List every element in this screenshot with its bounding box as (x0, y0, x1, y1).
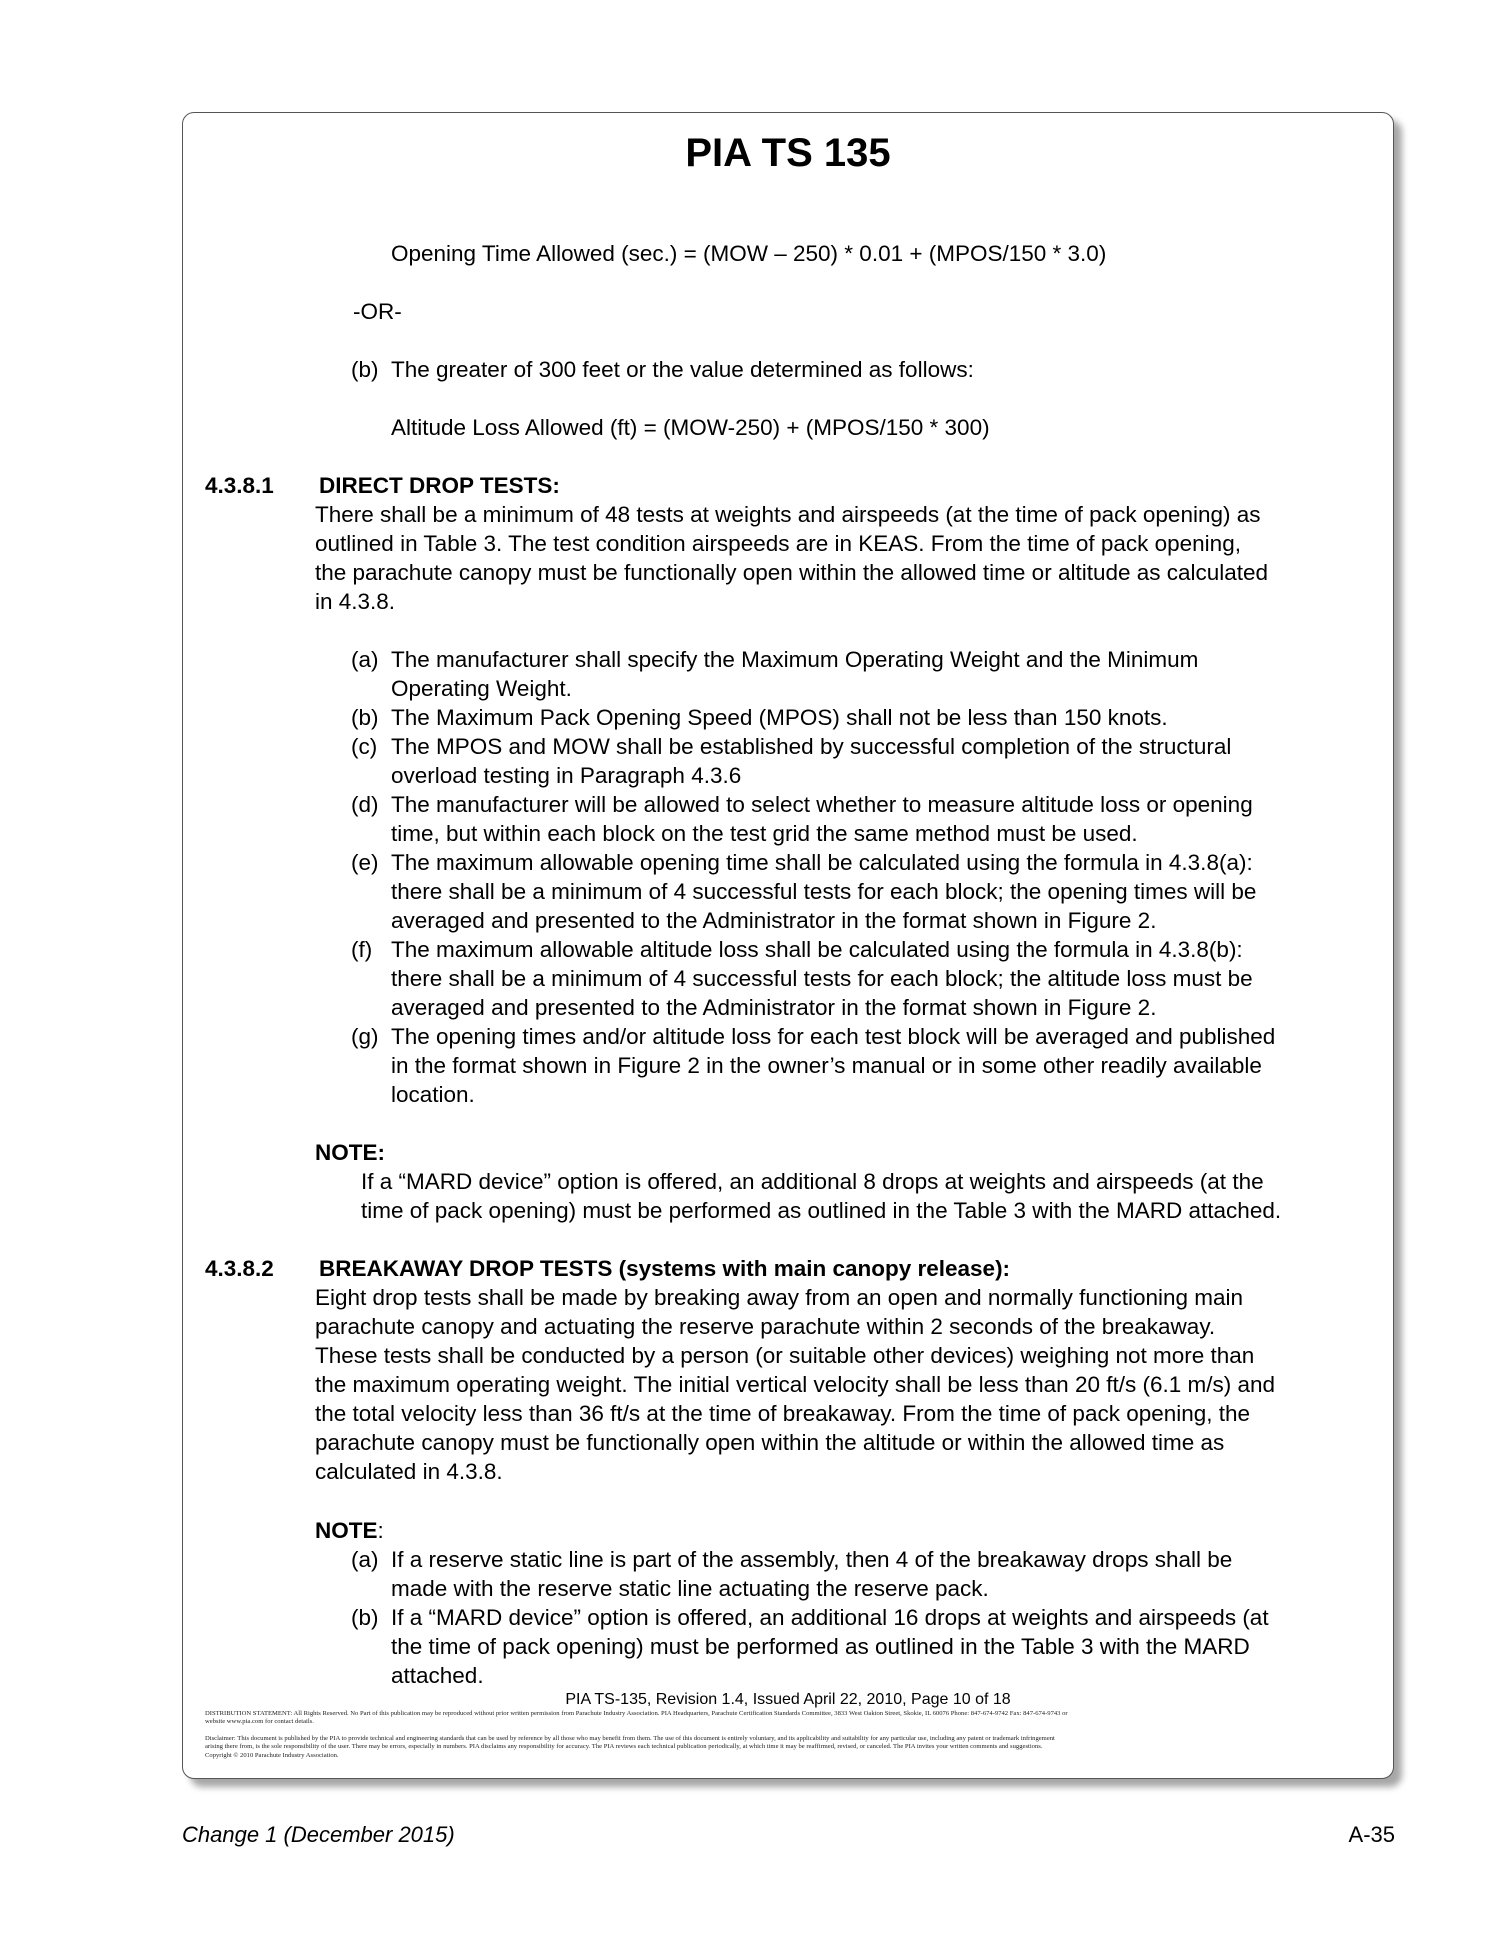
list-item-line: The manufacturer shall specify the Maximum Operating Weight and the Minimum (391, 647, 1199, 672)
list-item-line: overload testing in Paragraph 4.3.6 (391, 763, 742, 788)
paragraph-line: in 4.3.8. (315, 589, 396, 614)
list-item-line: averaged and presented to the Administrator in the format shown in Figure 2. (391, 995, 1157, 1020)
list-item-line: the time of pack opening) must be performed as outlined in the Table 3 with the MARD (391, 1634, 1250, 1659)
list-item-line: The manufacturer will be allowed to select whether to measure altitude loss or opening (391, 792, 1253, 817)
paragraph-line: parachute canopy must be functionally open within the altitude or within the allowed time as (315, 1430, 1225, 1455)
item-b-text: The greater of 300 feet or the value determined as follows: (391, 357, 974, 382)
list-item-line: made with the reserve static line actuating the reserve pack. (391, 1576, 989, 1601)
section-2-heading: BREAKAWAY DROP TESTS (systems with main canopy release): (319, 1256, 1011, 1281)
section-1-number: 4.3.8.1 (205, 473, 274, 498)
note-line: time of pack opening) must be performed as outlined in the Table 3 with the MARD attached. (361, 1198, 1282, 1223)
disclaimer (205, 1735, 1055, 1760)
list-item-line: there shall be a minimum of 4 successful tests for each block; the opening times will be (391, 879, 1257, 904)
paragraph-line: Eight drop tests shall be made by breaking away from an open and normally functioning main (315, 1285, 1244, 1310)
section-2-note-colon: : (377, 1518, 384, 1543)
formula-opening-time: Opening Time Allowed (sec.) = (MOW – 250) * 0.01 + (MPOS/150 * 3.0) (391, 241, 1107, 266)
list-item (351, 790, 1275, 848)
paragraph-line: outlined in Table 3. The test condition airspeeds are in KEAS. From the time of pack opening, (315, 531, 1241, 556)
section-2-note-word: NOTE (315, 1518, 378, 1543)
list-item-line: The opening times and/or altitude loss for each test block will be averaged and published (391, 1024, 1276, 1049)
list-item-label: (e) (351, 850, 379, 875)
page-info: PIA TS-135, Revision 1.4, Issued April 22, 2010, Page 10 of 18 (565, 1691, 1011, 1708)
list-item-line: If a “MARD device” option is offered, an additional 16 drops at weights and airspeeds (at (391, 1605, 1269, 1630)
page-title: PIA TS 135 (685, 131, 891, 175)
list-item (351, 1545, 1269, 1603)
section-2-list (351, 1545, 1269, 1690)
disclaimer-line: Disclaimer: This document is published by the PIA to provide technical and engineering standards that can be used by reference by all those who may benefit from them. The use of this document is entirely voluntary, and its applicability and suitability for any particular use, including any patent or trademark infringement (205, 1735, 1055, 1742)
list-item (351, 732, 1275, 790)
disclaimer-line: arising there from, is the sole responsibility of the user. There may be errors, especially in numbers. PIA disclaims any responsibility for accuracy. The PIA reviews each technical publication periodically, at which time it may be reaffirmed, revised, or canceled. The PIA invites your written comments and suggestions. (205, 1743, 1043, 1751)
or-separator: -OR- (353, 299, 402, 324)
list-item-label: (c) (351, 734, 378, 759)
section-1-note-text (361, 1167, 1281, 1225)
list-item (351, 1022, 1275, 1109)
list-item-line: The MPOS and MOW shall be established by successful completion of the structural (391, 734, 1232, 759)
paragraph-line: the maximum operating weight. The initial vertical velocity shall be less than 20 ft/s (6.1 m/s) and (315, 1372, 1276, 1397)
list-item-line: averaged and presented to the Administrator in the format shown in Figure 2. (391, 908, 1157, 933)
paragraph-line: There shall be a minimum of 48 tests at weights and airspeeds (at the time of pack opening) as (315, 502, 1261, 527)
list-item (351, 703, 1275, 732)
note-line: If a “MARD device” option is offered, an additional 8 drops at weights and airspeeds (at the (361, 1169, 1264, 1194)
item-b-label: (b) (351, 357, 379, 382)
list-item-line: The maximum allowable altitude loss shall be calculated using the formula in 4.3.8(b): (391, 937, 1243, 962)
list-item-label: (b) (351, 1605, 379, 1630)
list-item-line: The Maximum Pack Opening Speed (MPOS) shall not be less than 150 knots. (391, 705, 1168, 730)
list-item-label: (f) (351, 937, 373, 962)
section-1-list (351, 645, 1275, 1109)
section-2-paragraph (315, 1283, 1275, 1486)
footer-change-note: Change 1 (December 2015) (182, 1822, 455, 1847)
distribution-line: website www.pia.com for contact details. (205, 1718, 314, 1726)
list-item (351, 848, 1275, 935)
disclaimer-line: Copyright © 2010 Parachute Industry Association. (205, 1751, 339, 1759)
section-2-note-label (315, 1516, 384, 1545)
list-item-label: (d) (351, 792, 379, 817)
list-item-line: there shall be a minimum of 4 successful tests for each block; the altitude loss must be (391, 966, 1253, 991)
list-item-label: (b) (351, 705, 379, 730)
list-item-line: attached. (391, 1663, 484, 1688)
distribution-statement (205, 1710, 1068, 1727)
list-item-label: (g) (351, 1024, 379, 1049)
list-item (351, 645, 1275, 703)
distribution-line: DISTRIBUTION STATEMENT: All Rights Reserved. No Part of this publication may be reproduced without prior written permission from Parachute Industry Association. PIA Headquarters, Parachute Certification Standards Committee, 3833 West Oakton Street, Skokie, IL 60076 Phone: 847-674-9742 Fax: 847-674-9743 or (205, 1710, 1068, 1717)
section-1-heading: DIRECT DROP TESTS: (319, 473, 560, 498)
list-item-label: (a) (351, 647, 379, 672)
list-item (351, 935, 1275, 1022)
list-item-line: If a reserve static line is part of the assembly, then 4 of the breakaway drops shall be (391, 1547, 1233, 1572)
section-1-note-label: NOTE: (315, 1140, 385, 1165)
section-2-number: 4.3.8.2 (205, 1256, 274, 1281)
list-item-line: The maximum allowable opening time shall be calculated using the formula in 4.3.8(a): (391, 850, 1253, 875)
list-item-label: (a) (351, 1547, 379, 1572)
section-1-paragraph (315, 500, 1268, 616)
paragraph-line: the total velocity less than 36 ft/s at the time of breakaway. From the time of pack opening, the (315, 1401, 1251, 1426)
formula-altitude-loss: Altitude Loss Allowed (ft) = (MOW-250) + (MPOS/150 * 300) (391, 415, 990, 440)
list-item-line: time, but within each block on the test grid the same method must be used. (391, 821, 1138, 846)
list-item-line: in the format shown in Figure 2 in the owner’s manual or in some other readily available (391, 1053, 1262, 1078)
footer-page-number: A-35 (1348, 1822, 1395, 1847)
paragraph-line: the parachute canopy must be functionally open within the allowed time or altitude as calculated (315, 560, 1269, 585)
document-frame (182, 112, 1394, 1779)
paragraph-line: These tests shall be conducted by a person (or suitable other devices) weighing not more than (315, 1343, 1255, 1368)
paragraph-line: parachute canopy and actuating the reserve parachute within 2 seconds of the breakaway. (315, 1314, 1216, 1339)
list-item-line: location. (391, 1082, 475, 1107)
list-item-line: Operating Weight. (391, 676, 572, 701)
paragraph-line: calculated in 4.3.8. (315, 1459, 503, 1484)
list-item (351, 1603, 1269, 1690)
